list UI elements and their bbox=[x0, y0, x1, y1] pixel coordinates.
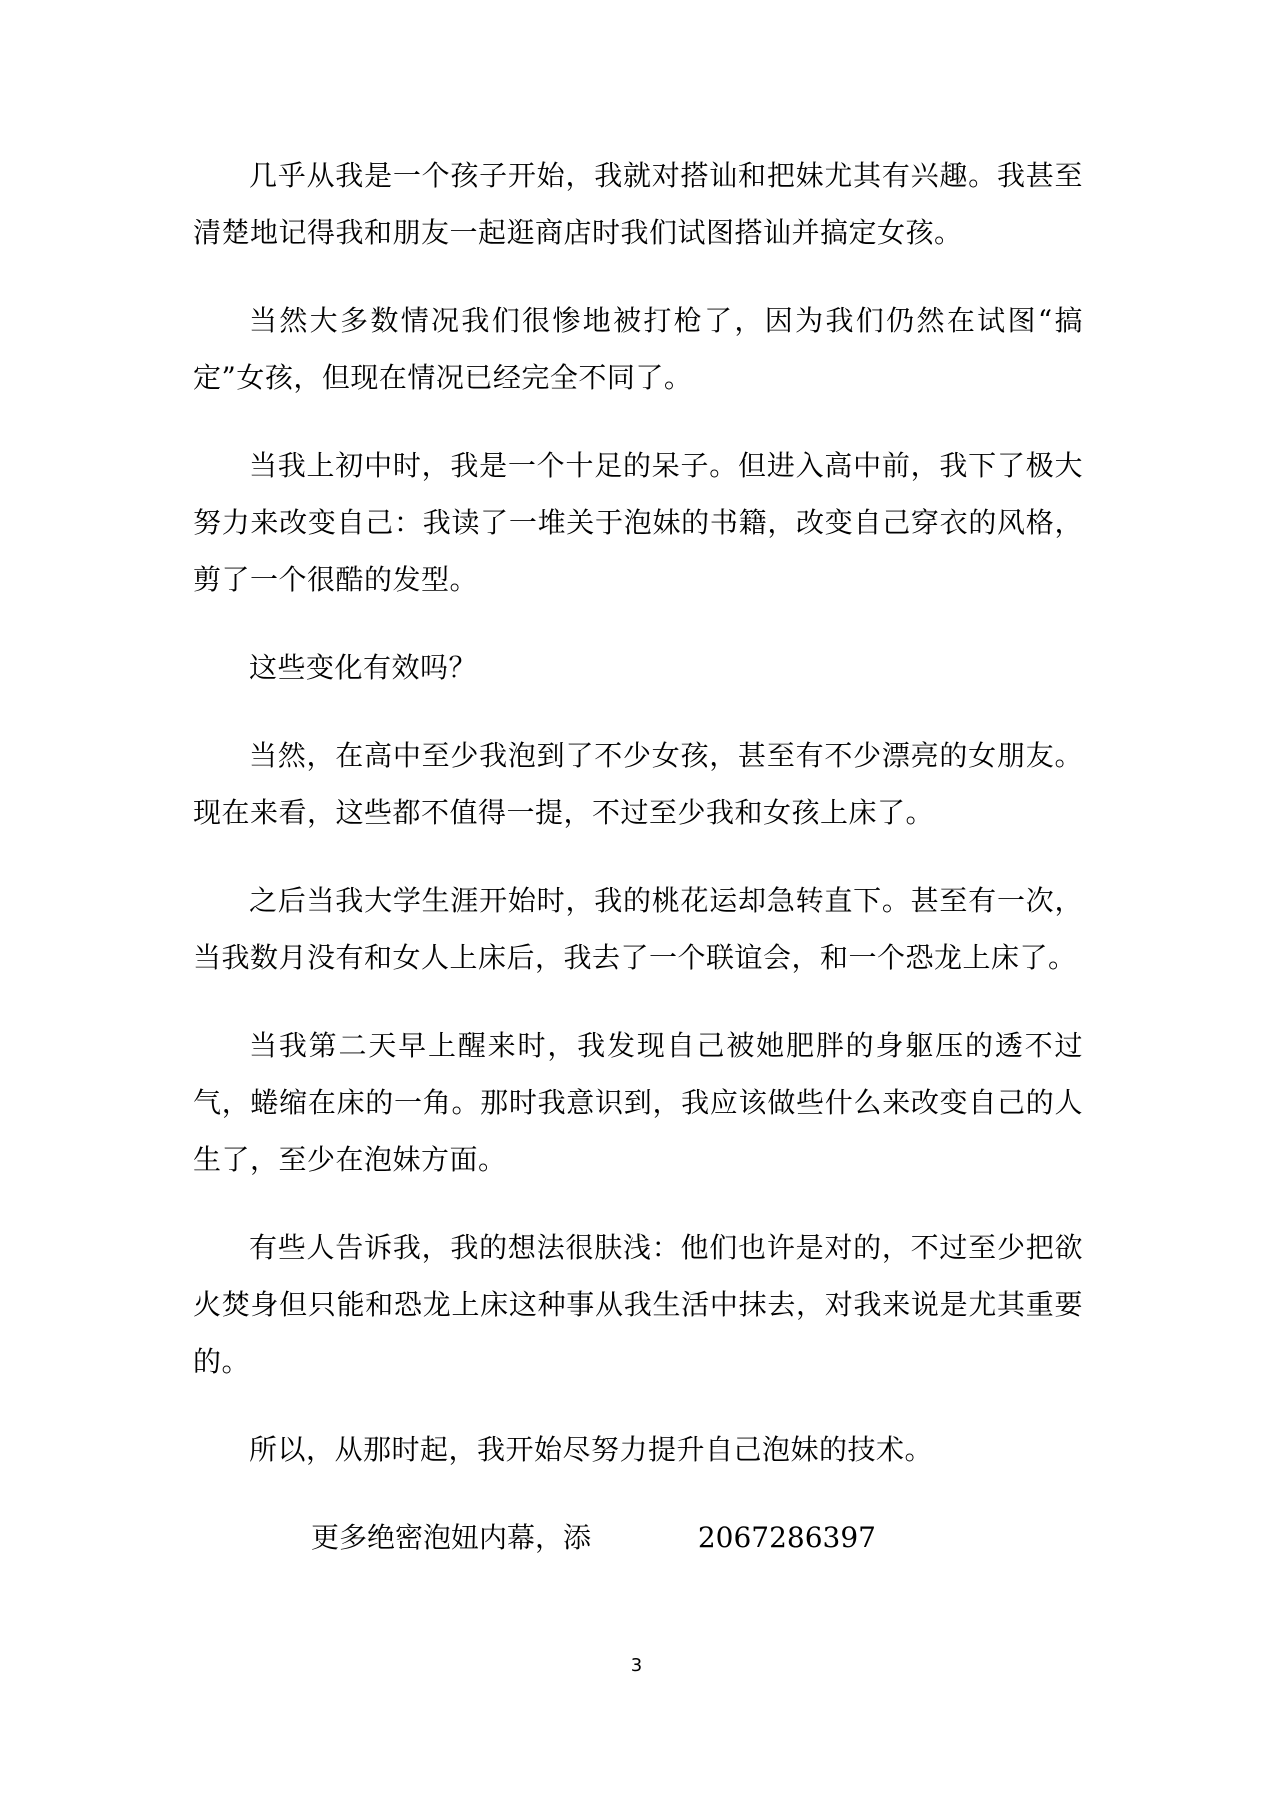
paragraph-4: 这些变化有效吗？ bbox=[249, 651, 478, 684]
paragraph-1: 几乎从我是一个孩子开始，我就对搭讪和把妹尤其有兴趣。我甚至清楚地记得我和朋友一起逛商店时我们试图搭讪并搞定女孩。 bbox=[193, 159, 1083, 249]
paragraph-6: 之后当我大学生涯开始时，我的桃花运却急转直下。甚至有一次，当我数月没有和女人上床后，我去了一个联谊会，和一个恐龙上床了。 bbox=[193, 884, 1083, 974]
paragraph-8: 有些人告诉我，我的想法很肤浅：他们也许是对的，不过至少把欲火焚身但只能和恐龙上床这种事从我生活中抹去，对我来说是尤其重要的。 bbox=[193, 1231, 1083, 1378]
paragraph-7: 当我第二天早上醒来时，我发现自己被她肥胖的身躯压的透不过气，蜷缩在床的一角。那时我意识到，我应该做些什么来改变自己的人生了，至少在泡妹方面。 bbox=[193, 1029, 1083, 1176]
promo-number: 2067286397 bbox=[697, 1521, 876, 1554]
promo-line bbox=[193, 1509, 1083, 1566]
promo-gap bbox=[591, 1521, 698, 1554]
page-number: 3 bbox=[630, 1655, 643, 1676]
paragraph-2: 当然大多数情况我们很惨地被打枪了，因为我们仍然在试图“搞定”女孩，但现在情况已经完全不同了。 bbox=[193, 304, 1083, 394]
paragraph-3: 当我上初中时，我是一个十足的呆子。但进入高中前，我下了极大努力来改变自己：我读了一堆关于泡妹的书籍，改变自己穿衣的风格，剪了一个很酷的发型。 bbox=[193, 449, 1083, 596]
document-body bbox=[193, 147, 1083, 1566]
promo-text: 更多绝密泡妞内幕，添 bbox=[311, 1521, 592, 1554]
paragraph-9: 所以，从那时起，我开始尽努力提升自己泡妹的技术。 bbox=[249, 1433, 934, 1466]
paragraph-5: 当然，在高中至少我泡到了不少女孩，甚至有不少漂亮的女朋友。现在来看，这些都不值得一提，不过至少我和女孩上床了。 bbox=[193, 739, 1083, 829]
